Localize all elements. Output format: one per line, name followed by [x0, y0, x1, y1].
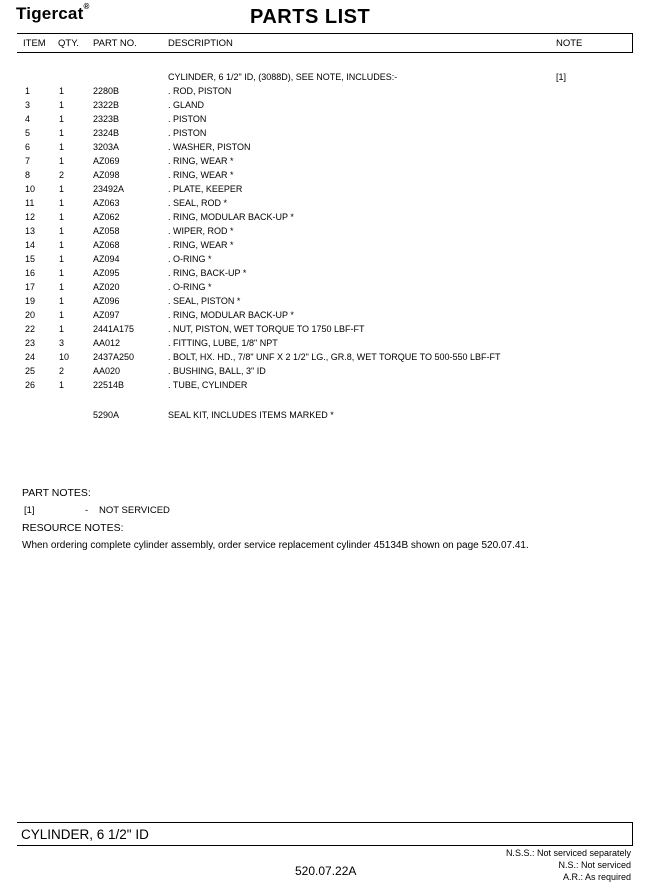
- table-row: [17, 100, 632, 114]
- column-header-qty: QTY.: [58, 38, 79, 49]
- description: . PISTON: [168, 114, 207, 124]
- part-number: AZ058: [93, 226, 120, 236]
- table-row: [17, 114, 632, 128]
- description: . O-RING *: [168, 282, 212, 292]
- description: . BUSHING, BALL, 3" ID: [168, 366, 266, 376]
- quantity: 1: [59, 100, 65, 110]
- table-row: [17, 86, 632, 100]
- table-row: [17, 310, 632, 324]
- quantity: 1: [59, 114, 65, 124]
- quantity: 1: [59, 198, 65, 208]
- column-header-description: DESCRIPTION: [168, 38, 233, 49]
- part-number: AA012: [93, 338, 121, 348]
- part-number: AZ096: [93, 296, 120, 306]
- part-number: AZ062: [93, 212, 120, 222]
- quantity: 1: [59, 254, 65, 264]
- part-note-dash: -: [85, 505, 89, 516]
- table-row: [17, 184, 632, 198]
- quantity: 1: [59, 128, 65, 138]
- table-row: [17, 296, 632, 310]
- item-number: 20: [25, 310, 36, 320]
- item-number: 13: [25, 226, 36, 236]
- description: . RING, BACK-UP *: [168, 268, 247, 278]
- part-number: AZ069: [93, 156, 120, 166]
- part-note-text: NOT SERVICED: [99, 505, 170, 516]
- table-row: [17, 338, 632, 352]
- description: . PLATE, KEEPER: [168, 184, 243, 194]
- quantity: 1: [59, 324, 65, 334]
- item-number: 14: [25, 240, 36, 250]
- description: . SEAL, PISTON *: [168, 296, 241, 306]
- part-number: AA020: [93, 366, 121, 376]
- description: . WIPER, ROD *: [168, 226, 234, 236]
- item-number: 3: [25, 100, 31, 110]
- part-number: 2322B: [93, 100, 120, 110]
- table-row: [17, 324, 632, 338]
- seal-kit-part-number: 5290A: [93, 410, 120, 420]
- description: . GLAND: [168, 100, 205, 110]
- item-number: 11: [25, 198, 35, 208]
- table-row: [17, 352, 632, 366]
- quantity: 2: [59, 366, 65, 376]
- part-number: 2437A250: [93, 352, 135, 362]
- legend-ns: N.S.: Not serviced: [558, 860, 631, 870]
- part-number: 2280B: [93, 86, 120, 96]
- table-row: [17, 198, 632, 212]
- item-number: 16: [25, 268, 36, 278]
- part-number: 2324B: [93, 128, 120, 138]
- table-row: [17, 254, 632, 268]
- table-row: [17, 170, 632, 184]
- description: . ROD, PISTON: [168, 86, 232, 96]
- part-number: AZ020: [93, 282, 120, 292]
- table-row: [17, 240, 632, 254]
- part-number: 2323B: [93, 114, 120, 124]
- item-number: 12: [25, 212, 36, 222]
- item-number: 23: [25, 338, 36, 348]
- quantity: 1: [59, 268, 65, 278]
- item-number: 26: [25, 380, 36, 390]
- resource-notes-text: When ordering complete cylinder assembly, order service replacement cylinder 45134B shown on page 520.07.41.: [22, 540, 529, 551]
- assembly-description: CYLINDER, 6 1/2" ID, (3088D), SEE NOTE, INCLUDES:-: [168, 72, 398, 82]
- table-row: [17, 268, 632, 282]
- quantity: 1: [59, 240, 65, 250]
- footer-title-box: [17, 822, 633, 846]
- legend-ar: A.R.: As required: [562, 872, 631, 882]
- table-header: [17, 33, 633, 53]
- seal-kit-row: [17, 410, 632, 424]
- quantity: 1: [59, 310, 65, 320]
- page-title: PARTS LIST: [250, 6, 371, 28]
- assembly-note: [1]: [556, 72, 567, 82]
- item-number: 7: [25, 156, 31, 166]
- description: . RING, MODULAR BACK-UP *: [168, 310, 294, 320]
- part-number: AZ098: [93, 170, 120, 180]
- legend-nss: N.S.S.: Not serviced separately: [505, 848, 631, 858]
- item-number: 8: [25, 170, 31, 180]
- brand-registered-mark: ®: [83, 2, 90, 11]
- description: . TUBE, CYLINDER: [168, 380, 248, 390]
- description: . O-RING *: [168, 254, 212, 264]
- part-number: AZ094: [93, 254, 120, 264]
- quantity: 1: [59, 282, 65, 292]
- item-number: 15: [25, 254, 36, 264]
- item-number: 17: [25, 282, 36, 292]
- description: . SEAL, ROD *: [168, 198, 228, 208]
- description: . PISTON: [168, 128, 207, 138]
- resource-notes-heading: RESOURCE NOTES:: [22, 522, 124, 534]
- table-row: [17, 380, 632, 394]
- quantity: 1: [59, 226, 65, 236]
- part-number: 3203A: [93, 142, 120, 152]
- column-header-item: ITEM: [23, 38, 46, 49]
- description: . WASHER, PISTON: [168, 142, 251, 152]
- description: . RING, MODULAR BACK-UP *: [168, 212, 294, 222]
- part-notes-heading: PART NOTES:: [22, 487, 91, 499]
- description: . NUT, PISTON, WET TORQUE TO 1750 LBF-FT: [168, 324, 365, 334]
- table-row: [17, 226, 632, 240]
- part-note-ref: [1]: [24, 505, 35, 516]
- description: . RING, WEAR *: [168, 156, 234, 166]
- quantity: 1: [59, 212, 65, 222]
- quantity: 1: [59, 156, 65, 166]
- quantity: 1: [59, 380, 65, 390]
- item-number: 4: [25, 114, 31, 124]
- quantity: 2: [59, 170, 65, 180]
- page-number: 520.07.22A: [295, 864, 357, 878]
- item-number: 6: [25, 142, 31, 152]
- quantity: 1: [59, 184, 65, 194]
- quantity: 1: [59, 142, 65, 152]
- table-row: [17, 282, 632, 296]
- item-number: 25: [25, 366, 36, 376]
- table-row: [17, 156, 632, 170]
- brand-logo: [16, 4, 90, 24]
- part-number: AZ095: [93, 268, 120, 278]
- part-number: 2441A175: [93, 324, 135, 334]
- description: . BOLT, HX. HD., 7/8" UNF X 2 1/2" LG., GR.8, WET TORQUE TO 500-550 LBF-FT: [168, 352, 501, 362]
- column-header-note: NOTE: [556, 38, 583, 49]
- quantity: 10: [59, 352, 70, 362]
- brand-name: Tigercat: [16, 4, 84, 23]
- part-number: AZ068: [93, 240, 120, 250]
- seal-kit-description: SEAL KIT, INCLUDES ITEMS MARKED *: [168, 410, 334, 420]
- part-number: AZ097: [93, 310, 120, 320]
- quantity: 1: [59, 86, 65, 96]
- abbreviation-legend: [506, 847, 631, 883]
- quantity: 3: [59, 338, 65, 348]
- table-row: [17, 128, 632, 142]
- item-number: 10: [25, 184, 36, 194]
- item-number: 22: [25, 324, 36, 334]
- footer-title: CYLINDER, 6 1/2" ID: [21, 827, 149, 842]
- item-number: 24: [25, 352, 36, 362]
- table-row: [17, 142, 632, 156]
- part-note-row: [22, 505, 322, 519]
- quantity: 1: [59, 296, 65, 306]
- description: . RING, WEAR *: [168, 240, 234, 250]
- column-header-part-no: PART NO.: [93, 38, 137, 49]
- assembly-row: [17, 72, 632, 86]
- part-number: AZ063: [93, 198, 120, 208]
- table-row: [17, 366, 632, 380]
- item-number: 5: [25, 128, 31, 138]
- part-number: 22514B: [93, 380, 125, 390]
- item-number: 19: [25, 296, 36, 306]
- description: . FITTING, LUBE, 1/8" NPT: [168, 338, 278, 348]
- table-row: [17, 212, 632, 226]
- item-number: 1: [25, 86, 31, 96]
- parts-table-body: [17, 72, 632, 394]
- description: . RING, WEAR *: [168, 170, 234, 180]
- part-number: 23492A: [93, 184, 125, 194]
